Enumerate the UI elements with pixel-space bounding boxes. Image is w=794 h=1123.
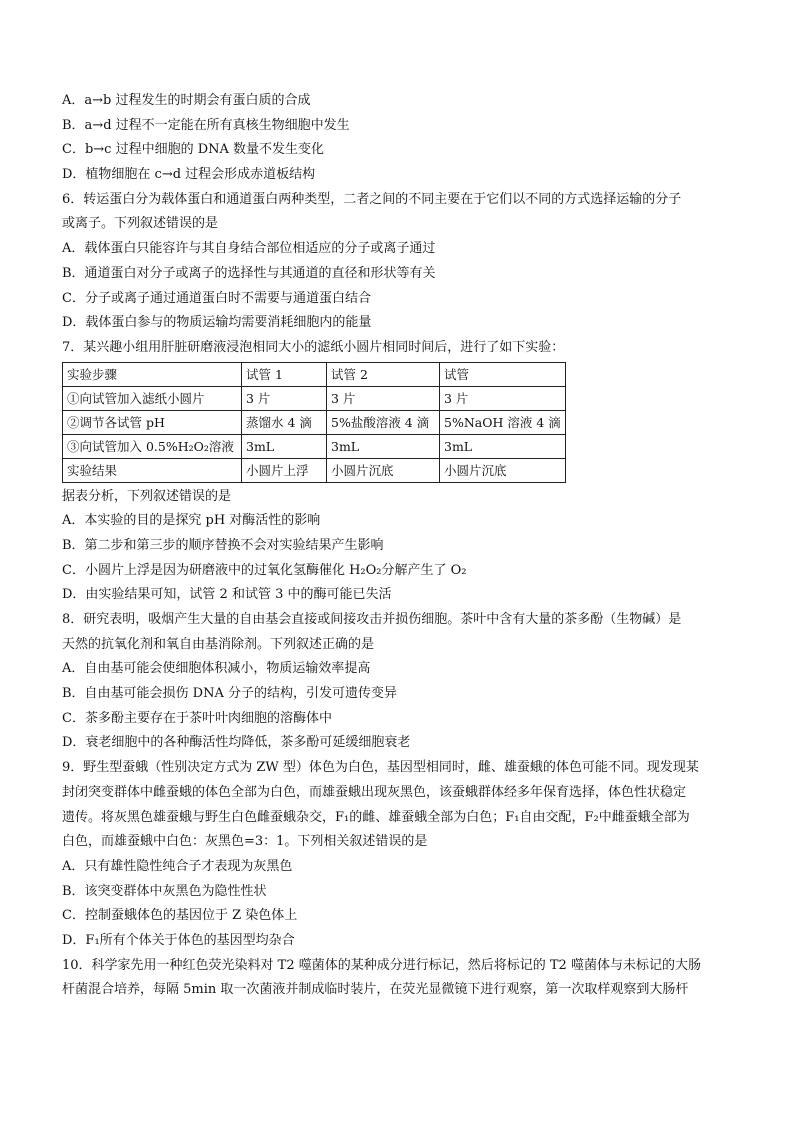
table-cell: 蒸馏水 4 滴 xyxy=(242,410,327,434)
q6-option-a: A．载体蛋白只能容许与其自身结合部位相适应的分子或离子通过 xyxy=(62,241,436,257)
table-cell: 实验步骤 xyxy=(63,362,242,386)
table-cell: ③向试管加入 0.5%H₂O₂溶液 xyxy=(63,434,242,458)
q9-option-c: C．控制蚕蛾体色的基因位于 Z 染色体上 xyxy=(62,908,298,924)
table-cell: ①向试管加入滤纸小圆片 xyxy=(63,386,242,410)
q5-option-a: A．a→b 过程发生的时期会有蛋白质的合成 xyxy=(62,93,311,108)
q9-option-a: A．只有雄性隐性纯合子才表现为灰黑色 xyxy=(62,858,293,874)
q7-option-d: D．由实验结果可知，试管 2 和试管 3 中的酶可能已失活 xyxy=(62,587,392,603)
q5-option-c: C．b→c 过程中细胞的 DNA 数量不发生变化 xyxy=(62,142,325,158)
q8-option-b: B．自由基可能会损伤 DNA 分子的结构，引发可遗传变异 xyxy=(62,686,398,702)
q8-option-d: D．衰老细胞中的各种酶活性均降低，茶多酚可延缓细胞衰老 xyxy=(62,735,411,751)
table-cell: 3mL xyxy=(242,434,327,458)
table-cell: 5%盐酸溶液 4 滴 xyxy=(327,410,440,434)
table-cell: 实验结果 xyxy=(63,458,242,482)
table-header-row xyxy=(63,362,566,386)
q6-stem-line-1: 6．转运蛋白分为载体蛋白和通道蛋白两种类型，二者之间的不同主要在于它们以不同的方式选择运输的分子 xyxy=(62,191,682,207)
table-cell: ②调节各试管 pH xyxy=(63,410,242,434)
q10-stem-line-2: 杆菌混合培养，每隔 5min 取一次菌液并制成临时装片，在荧光显微镜下进行观察，第一次取样观察到大肠杆 xyxy=(62,982,689,998)
experiment-table xyxy=(62,362,566,483)
table-cell: 3 片 xyxy=(242,386,327,410)
table-row xyxy=(63,386,566,410)
table-cell: 试管 2 xyxy=(327,362,440,386)
table-cell: 试管 xyxy=(440,362,566,386)
q7-option-a: A．本实验的目的是探究 pH 对酶活性的影响 xyxy=(62,513,321,529)
q10-stem-line-1: 10．科学家先用一种红色荧光染料对 T2 噬菌体的某种成分进行标记，然后将标记的 T2 噬菌体与未标记的大肠 xyxy=(62,957,701,973)
q7-after-table: 据表分析，下列叙述错误的是 xyxy=(62,488,232,504)
q9-option-d: D．F₁所有个体关于体色的基因型均杂合 xyxy=(62,932,295,948)
table-cell: 小圆片沉底 xyxy=(327,458,440,482)
table-cell: 3mL xyxy=(327,434,440,458)
table-cell: 5%NaOH 溶液 4 滴 xyxy=(440,410,566,434)
q6-option-b: B．通道蛋白对分子或离子的选择性与其通道的直径和形状等有关 xyxy=(62,265,436,281)
q8-option-c: C．茶多酚主要存在于茶叶叶肉细胞的溶酶体中 xyxy=(62,710,332,726)
table-cell: 小圆片沉底 xyxy=(440,458,566,482)
q6-option-c: C．分子或离子通过通道蛋白时不需要与通道蛋白结合 xyxy=(62,290,371,306)
table-cell: 小圆片上浮 xyxy=(242,458,327,482)
table-cell: 3 片 xyxy=(440,386,566,410)
table-cell: 3mL xyxy=(440,434,566,458)
q8-stem-line-1: 8．研究表明，吸烟产生大量的自由基会直接或间接攻击并损伤细胞。茶叶中含有大量的茶多酚（生物碱）是 xyxy=(62,612,682,627)
q7-option-b: B．第二步和第三步的顺序替换不会对实验结果产生影响 xyxy=(62,537,384,553)
q6-option-d: D．载体蛋白参与的物质运输均需要消耗细胞内的能量 xyxy=(62,315,372,331)
q9-stem-line-3: 遗传。将灰黑色雄蚕蛾与野生白色雌蚕蛾杂交，F₁的雌、雄蚕蛾全部为白色；F₁自由交配，F₂中雌蚕蛾全部为 xyxy=(62,809,690,825)
table-row xyxy=(63,458,566,482)
q8-stem-line-2: 天然的抗氧化剂和氧自由基消除剂。下列叙述正确的是 xyxy=(62,636,375,652)
q9-stem-line-4: 白色，而雄蚕蛾中白色：灰黑色=3：1。下列相关叙述错误的是 xyxy=(62,834,428,850)
table-row xyxy=(63,434,566,458)
table-cell: 3 片 xyxy=(327,386,440,410)
q8-option-a: A．自由基可能会使细胞体积减小，物质运输效率提高 xyxy=(62,661,371,677)
q9-stem-line-1: 9．野生型蚕蛾（性别决定方式为 ZW 型）体色为白色，基因型相同时，雌、雄蚕蛾的体色可能不同。现发现某 xyxy=(62,760,699,776)
q9-option-b: B．该突变群体中灰黑色为隐性性状 xyxy=(62,883,267,899)
table-cell: 试管 1 xyxy=(242,362,327,386)
q9-stem-line-2: 封闭突变群体中雌蚕蛾的体色全部为白色，而雄蚕蛾出现灰黑色，该蚕蛾群体经多年保育选择，体色性状稳定 xyxy=(62,784,687,800)
exam-page xyxy=(62,89,742,1003)
q7-option-c: C．小圆片上浮是因为研磨液中的过氧化氢酶催化 H₂O₂分解产生了 O₂ xyxy=(62,562,467,578)
q7-stem: 7．某兴趣小组用肝脏研磨液浸泡相同大小的滤纸小圆片相同时间后，进行了如下实验： xyxy=(62,339,565,355)
q5-option-d: D．植物细胞在 c→d 过程会形成赤道板结构 xyxy=(62,167,316,183)
q5-option-b: B．a→d 过程不一定能在所有真核生物细胞中发生 xyxy=(62,117,350,133)
q6-stem-line-2: 或离子。下列叙述错误的是 xyxy=(62,216,219,232)
table-row xyxy=(63,410,566,434)
